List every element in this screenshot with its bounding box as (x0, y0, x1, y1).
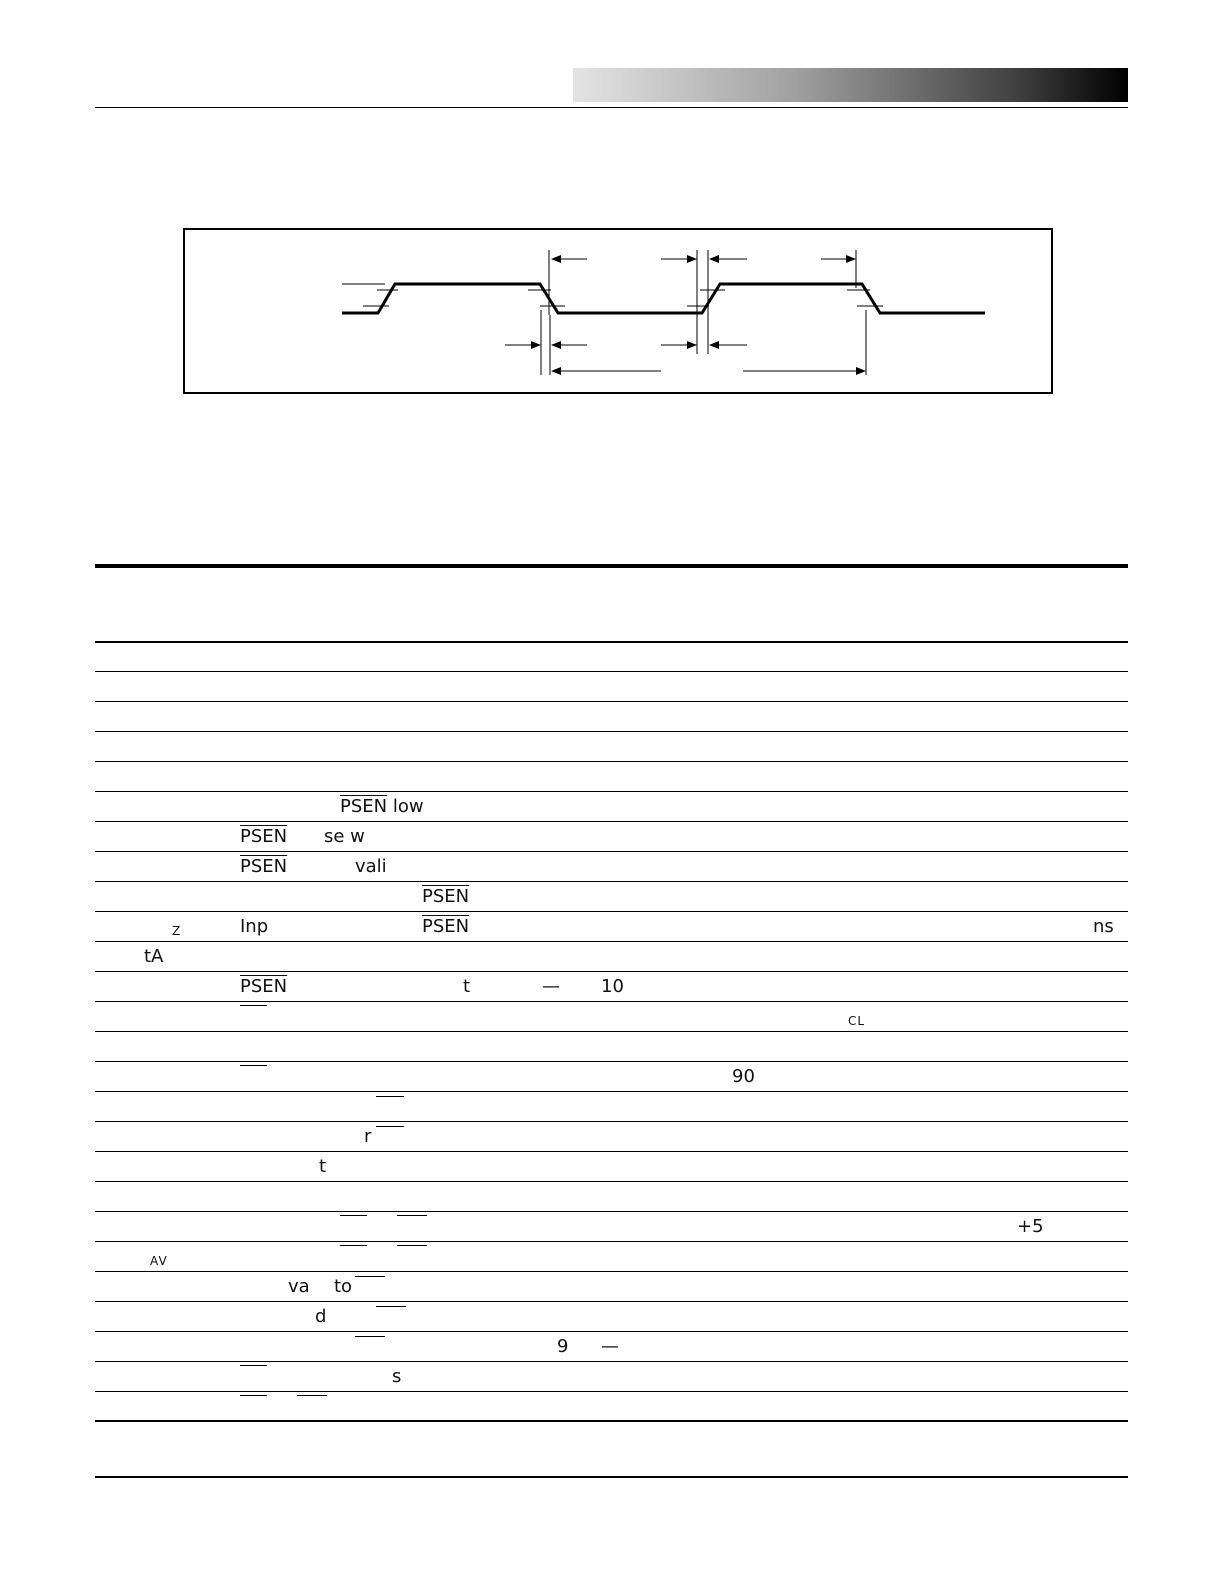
cell-subscript: CL (848, 1014, 866, 1028)
overline-mark (340, 1215, 367, 1216)
overline-mark (376, 1126, 404, 1127)
cell-value: +5 (1017, 1216, 1044, 1237)
table-row (95, 1181, 1128, 1182)
cell-psen: PSEN (240, 976, 288, 997)
table-row (95, 881, 1128, 882)
overline-mark (240, 1065, 267, 1066)
table-row (95, 1031, 1128, 1032)
table-row (95, 1211, 1128, 1212)
table-row (95, 1391, 1128, 1392)
cell-text: se w (324, 826, 365, 847)
table-row (95, 971, 1128, 972)
table-row (95, 791, 1128, 792)
cell-psen: PSEN (240, 826, 288, 847)
cell-value: 90 (732, 1066, 755, 1087)
cell-text: to (334, 1276, 353, 1297)
cell-symbol: AV (150, 1254, 168, 1268)
overline-mark (397, 1245, 427, 1246)
table-row (95, 671, 1128, 672)
table-row (95, 1331, 1128, 1332)
cell-text: t (463, 976, 471, 997)
overline-mark (240, 1395, 267, 1396)
timing-diagram (185, 230, 1055, 396)
table-row (95, 1001, 1128, 1002)
cell-text: vali (355, 856, 387, 877)
table-row (95, 1241, 1128, 1242)
table-row (95, 1151, 1128, 1152)
overline-mark (376, 1306, 406, 1307)
cell-psen-low: PSEN low (340, 796, 424, 817)
overline-mark (397, 1215, 427, 1216)
cell-text: t (319, 1156, 327, 1177)
table-row (95, 1121, 1128, 1122)
footer-rule (95, 1476, 1128, 1478)
cell-text: va (288, 1276, 310, 1297)
table-row (95, 1271, 1128, 1272)
section-rule-thick (95, 564, 1128, 568)
cell-psen: PSEN (422, 916, 470, 937)
header-gradient-bar (573, 68, 1128, 102)
cell-psen: PSEN (240, 856, 288, 877)
cell-text: Inp (240, 916, 269, 937)
cell-text: d (315, 1306, 327, 1327)
overline-mark (297, 1395, 327, 1396)
table-row (95, 1091, 1128, 1092)
clock-waveform (342, 284, 985, 313)
overline-mark (240, 1365, 267, 1366)
table-row (95, 941, 1128, 942)
overline-mark (340, 1245, 367, 1246)
cell-symbol: Z (172, 924, 182, 938)
table-row (95, 851, 1128, 852)
table-row (95, 761, 1128, 762)
table-row (95, 1361, 1128, 1362)
table-row (95, 911, 1128, 912)
table-bottom-rule (95, 1420, 1128, 1422)
table-row (95, 1301, 1128, 1302)
cell-text: — (601, 1336, 619, 1357)
table-row (95, 731, 1128, 732)
overline-mark (240, 1005, 267, 1006)
cell-text: s (392, 1366, 402, 1387)
timing-diagram-frame (183, 228, 1053, 394)
table-row (95, 821, 1128, 822)
cell-psen: PSEN (422, 886, 470, 907)
header-rule (95, 107, 1128, 108)
cell-value: 9 (557, 1336, 569, 1357)
cell-value: 10 (601, 976, 624, 997)
table-row (95, 1061, 1128, 1062)
cell-symbol: tA (144, 946, 164, 967)
cell-text: r (364, 1126, 372, 1147)
overline-mark (355, 1276, 385, 1277)
table-row (95, 701, 1128, 702)
overline-mark (376, 1096, 404, 1097)
cell-unit: ns (1093, 916, 1114, 937)
table-top-rule (95, 641, 1128, 643)
cell-text: — (542, 976, 560, 997)
overline-mark (355, 1336, 385, 1337)
